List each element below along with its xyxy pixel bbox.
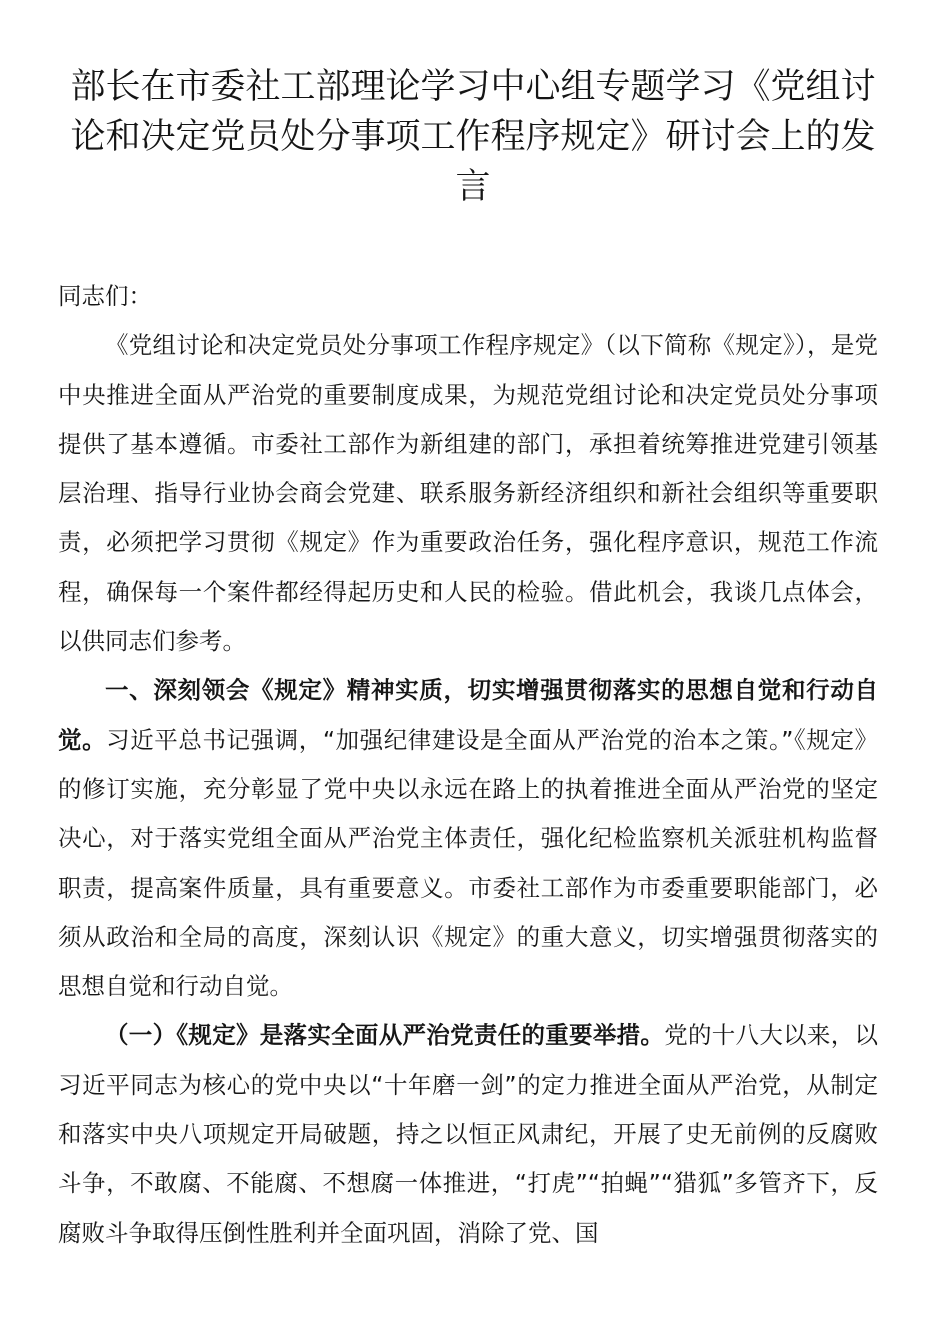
paragraph-text: 党的十八大以来，以习近平同志为核心的党中央以“十年磨一剑”的定力推进全面从严治党，从制定和落实中央八项规定开局破题，持之以恒正风肃纪，开展了史无前例的反腐败斗争，不敢腐、不能腐、不想腐一体推进，“打虎”“拍蝇”“猎狐”多管齐下，反腐败斗争取得压倒性胜利并全面巩固，消除了党、国 (58, 1021, 878, 1247)
paragraph-intro (58, 321, 878, 666)
paragraph-section-one (58, 666, 878, 1011)
document-body (58, 272, 878, 1258)
salutation: 同志们： (58, 282, 152, 310)
paragraph-subsection-one (58, 1011, 878, 1257)
paragraph-text: 习近平总书记强调，“加强纪律建设是全面从严治党的治本之策。”《规定》的修订实施，充分彰显了党中央以永远在路上的执着推进全面从严治党的坚定决心，对于落实党组全面从严治党主体责任，强化纪检监察机关派驻机构监督职责，提高案件质量，具有重要意义。市委社工部作为市委重要职能部门，必须从政治和全局的高度，深刻认识《规定》的重大意义，切实增强贯彻落实的思想自觉和行动自觉。 (58, 725, 878, 1001)
paragraph-text: 《党组讨论和决定党员处分事项工作程序规定》（以下简称《规定》），是党中央推进全面从严治党的重要制度成果，为规范党组讨论和决定党员处分事项提供了基本遵循。市委社工部作为新组建的部门，承担着统筹推进党建引领基层治理、指导行业协会商会党建、联系服务新经济组织和新社会组织等重要职责，必须把学习贯彻《规定》作为重要政治任务，强化程序意识，规范工作流程，确保每一个案件都经得起历史和人民的检验。借此机会，我谈几点体会，以供同志们参考。 (58, 331, 878, 656)
subsection-heading: （一）《规定》是落实全面从严治党责任的重要举措。 (105, 1021, 665, 1050)
document-title: 部长在市委社工部理论学习中心组专题学习《党组讨论和决定党员处分事项工作程序规定》研讨会上的发言 (70, 67, 876, 207)
section-heading: 一、深刻领会《规定》精神实质，切实增强贯彻落实的思想自觉和行动自觉。 (58, 676, 878, 754)
